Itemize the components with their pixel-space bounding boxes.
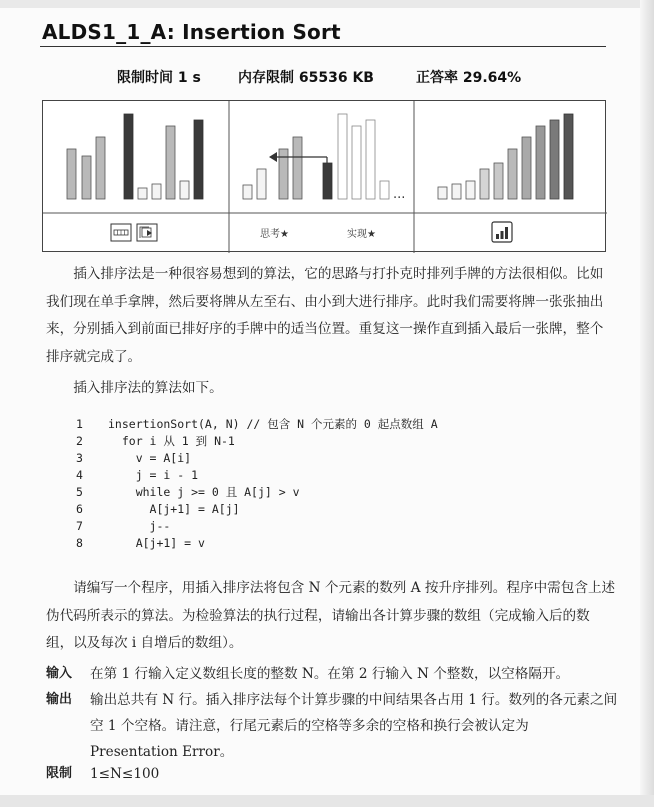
bar bbox=[338, 114, 347, 199]
code-text: insertionSort(A, N) // 包含 N 个元素的 0 起点数组 A bbox=[108, 417, 438, 431]
bar bbox=[522, 137, 531, 199]
line-number: 5 bbox=[76, 485, 83, 499]
line-number: 8 bbox=[76, 536, 83, 550]
bar bbox=[124, 114, 133, 199]
bar bbox=[494, 163, 503, 199]
code-text: A[j+1] = v bbox=[108, 536, 205, 550]
title-underline bbox=[40, 46, 606, 47]
bar bbox=[293, 137, 302, 199]
input-body: 在第 1 行输入定义数组长度的整数 N。在第 2 行输入 N 个整数，以空格隔开。 bbox=[90, 666, 570, 682]
bar bbox=[380, 181, 389, 199]
bar bbox=[323, 163, 332, 199]
memory-limit: 内存限制 65536 KB bbox=[238, 70, 374, 86]
bar bbox=[67, 149, 76, 199]
bar bbox=[438, 187, 447, 199]
code-text: A[j+1] = A[j] bbox=[108, 502, 240, 516]
bar bbox=[466, 181, 475, 199]
bar bbox=[194, 120, 203, 199]
implementation-level-label: 实现★ bbox=[347, 229, 376, 240]
line-number: 4 bbox=[76, 468, 83, 482]
line-number: 1 bbox=[76, 417, 83, 431]
bar bbox=[257, 169, 266, 199]
bar bbox=[96, 137, 105, 199]
limit-term: 限制 bbox=[46, 766, 73, 781]
output-term: 输出 bbox=[46, 692, 73, 707]
code-text: v = A[i] bbox=[108, 451, 192, 465]
bar bbox=[508, 149, 517, 199]
line-number: 2 bbox=[76, 434, 83, 448]
code-text: j-- bbox=[108, 519, 171, 533]
code-text: while j >= 0 且 A[j] > v bbox=[108, 485, 300, 499]
bar bbox=[550, 120, 559, 199]
line-number: 6 bbox=[76, 502, 83, 516]
think-level-label: 思考★ bbox=[260, 229, 289, 240]
page-top-edge bbox=[0, 0, 654, 8]
algorithm-intro bbox=[46, 375, 616, 403]
bar bbox=[166, 126, 175, 199]
task-paragraph bbox=[46, 575, 616, 658]
array-icon bbox=[111, 224, 131, 241]
bar bbox=[536, 126, 545, 199]
accept-rate: 正答率 29.64% bbox=[416, 70, 522, 86]
bar bbox=[180, 181, 189, 199]
problem-title: ALDS1_1_A: Insertion Sort bbox=[42, 20, 341, 44]
input-term: 输入 bbox=[46, 666, 73, 681]
bar bbox=[452, 184, 461, 199]
ellipsis-label: ... bbox=[393, 187, 406, 202]
bar bbox=[480, 169, 489, 199]
bar bbox=[82, 156, 91, 199]
bar-chart-icon bbox=[492, 222, 512, 242]
page-bottom-edge bbox=[0, 795, 654, 807]
bar bbox=[564, 114, 573, 199]
task-paragraph-text: 请编写一个程序，用插入排序法将包含 N 个元素的数列 A 按升序排列。程序中需包含上述伪代码所表示的算法。为检验算法的执行过程，请输出各计算步骤的数组（完成输入后的数组，以及每次 i 自增后的数组）。 bbox=[46, 580, 616, 651]
time-limit: 限制时间 1 s bbox=[117, 70, 201, 86]
swap-icon bbox=[137, 224, 157, 241]
bar bbox=[138, 188, 147, 199]
bar bbox=[243, 185, 252, 199]
panel-2-bars bbox=[243, 114, 389, 199]
illustration-figure bbox=[42, 100, 606, 252]
page-right-edge bbox=[640, 0, 654, 807]
illustration-svg bbox=[43, 101, 607, 253]
algorithm-intro-text: 插入排序法的算法如下。 bbox=[73, 380, 223, 396]
code-text: j = i - 1 bbox=[108, 468, 199, 482]
output-body: 输出总共有 N 行。插入排序法每个计算步骤的中间结果各占用 1 行。数列的各元素之间空 1 个空格。请注意，行尾元素后的空格等多余的空格和换行会被认定为 Presentation Error。 bbox=[90, 692, 618, 760]
intro-paragraph bbox=[46, 261, 616, 371]
intro-paragraph-text: 插入排序法是一种很容易想到的算法，它的思路与打扑克时排列手牌的方法很相似。比如我们现在单手拿牌，然后要将牌从左至右、由小到大进行排序。此时我们需要将牌一张张抽出来，分别插入到前面已排好序的手牌中的适当位置。重复这一操作直到插入最后一张牌，整个排序就完成了。 bbox=[46, 266, 604, 365]
panel-3-bars bbox=[438, 114, 573, 199]
bar bbox=[366, 120, 375, 199]
limit-body: 1≤N≤100 bbox=[90, 766, 160, 782]
line-number: 3 bbox=[76, 451, 83, 465]
line-number: 7 bbox=[76, 519, 83, 533]
bar bbox=[352, 126, 361, 199]
panel-1-bars bbox=[67, 114, 203, 199]
code-text: for i 从 1 到 N-1 bbox=[108, 434, 235, 448]
bar bbox=[152, 184, 161, 199]
move-arrow-head bbox=[269, 152, 277, 162]
